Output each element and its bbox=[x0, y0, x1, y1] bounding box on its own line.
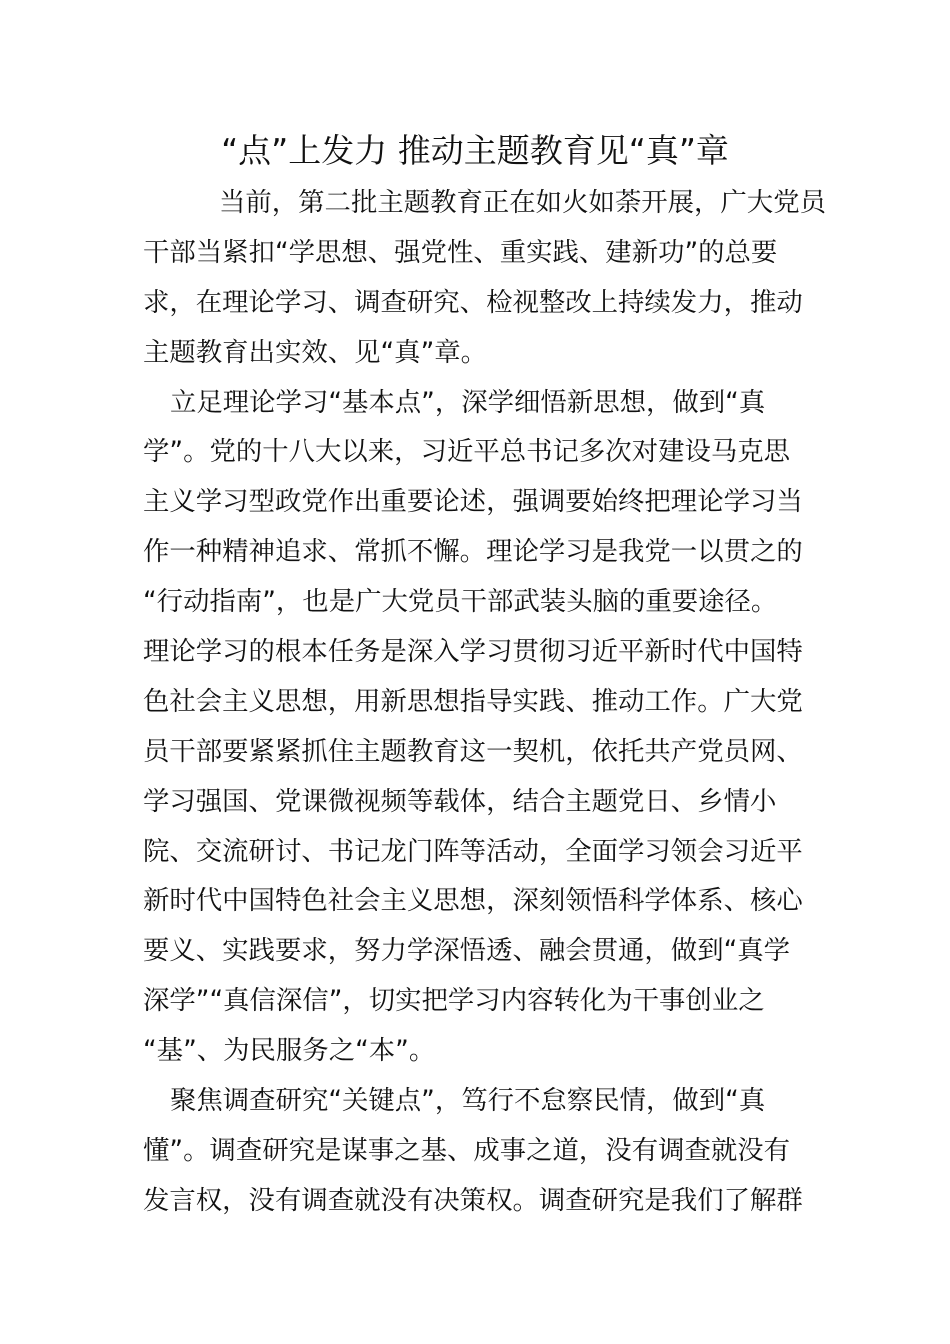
text-line: 深学”“真信深信”，切实把学习内容转化为干事创业之 bbox=[143, 985, 765, 1017]
document-title: “点”上发力 推动主题教育见“真”章 bbox=[221, 131, 729, 170]
text-line: 主题教育出实效、见“真”章。 bbox=[143, 336, 488, 368]
text-line: 聚焦调查研究“关键点”，笃行不怠察民情，做到“真 bbox=[170, 1085, 766, 1117]
text-line: 要义、实践要求，努力学深悟透、融会贯通，做到“真学 bbox=[143, 935, 791, 967]
text-line: 主义学习型政党作出重要论述，强调要始终把理论学习当 bbox=[143, 486, 803, 518]
text-line: 学”。党的十八大以来，习近平总书记多次对建设马克思 bbox=[143, 436, 791, 468]
text-line: 院、交流研讨、书记龙门阵等活动，全面学习领会习近平 bbox=[143, 835, 803, 867]
text-line: 学习强国、党课微视频等载体，结合主题党日、乡情小 bbox=[143, 785, 777, 817]
document-body bbox=[143, 178, 826, 1226]
text-line: 立足理论学习“基本点”，深学细悟新思想，做到“真 bbox=[170, 386, 766, 418]
text-line: “行动指南”，也是广大党员干部武装头脑的重要途径。 bbox=[143, 586, 778, 618]
text-line: 作一种精神追求、常抓不懈。理论学习是我党一以贯之的 bbox=[143, 536, 803, 568]
text-line: 理论学习的根本任务是深入学习贯彻习近平新时代中国特 bbox=[143, 636, 803, 668]
text-line: 干部当紧扣“学思想、强党性、重实践、建新功”的总要 bbox=[143, 236, 778, 268]
text-line: 懂”。调查研究是谋事之基、成事之道，没有调查就没有 bbox=[143, 1134, 791, 1166]
text-line: 色社会主义思想，用新思想指导实践、推动工作。广大党 bbox=[143, 685, 803, 717]
text-line: 新时代中国特色社会主义思想，深刻领悟科学体系、核心 bbox=[143, 885, 803, 917]
text-line: 员干部要紧紧抓住主题教育这一契机，依托共产党员网、 bbox=[143, 735, 803, 767]
text-line: 求，在理论学习、调查研究、检视整改上持续发力，推动 bbox=[143, 286, 803, 318]
text-line: 当前，第二批主题教育正在如火如荼开展，广大党员 bbox=[219, 187, 826, 218]
text-line: 发言权，没有调查就没有决策权。调查研究是我们了解群 bbox=[143, 1184, 803, 1216]
text-line: “基”、为民服务之“本”。 bbox=[143, 1035, 436, 1067]
